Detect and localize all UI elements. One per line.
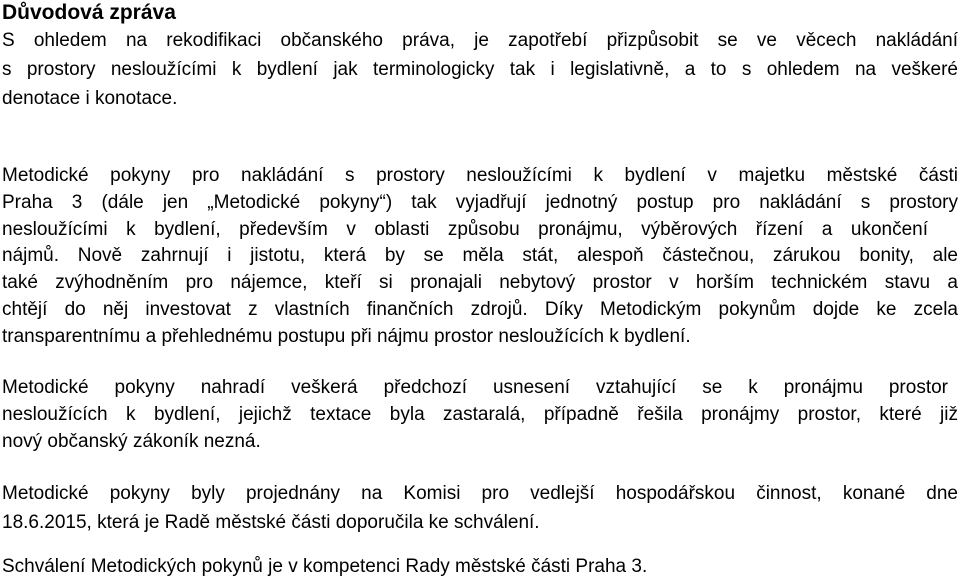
paragraph-line: Metodické pokyny byly projednány na Komisi pro vedlejší hospodářskou činnost, konané dne [2, 483, 958, 504]
paragraph-line: Schválení Metodických pokynů je v kompetenci Rady městské části Praha 3. [2, 556, 648, 577]
paragraph-line: Metodické pokyny nahradí veškerá předchozí usnesení vztahující se k pronájmu prostor [2, 377, 948, 398]
paragraph-line: 18.6.2015, která je Radě městské části doporučila ke schválení. [2, 512, 540, 533]
paragraph-line: Praha 3 (dále jen „Metodické pokyny“) tak vyjadřují jednotný postup pro nakládání s prostory [2, 192, 958, 213]
paragraph-line: transparentnímu a přehlednému postupu při nájmu prostor nesloužících k bydlení. [2, 326, 691, 347]
paragraph-line: chtějí do něj investovat z vlastních finančních zdrojů. Díky Metodickým pokynům dojde ke zcela [2, 299, 958, 320]
paragraph-line: nájmů. Nově zahrnují i jistotu, která by se měla stát, alespoň částečnou, zárukou bonity, ale [2, 245, 958, 266]
paragraph-line: s prostory nesloužícími k bydlení jak terminologicky tak i legislativně, a to s ohledem na veškeré [2, 59, 958, 80]
paragraph-line: nesloužícími k bydlení, především v oblasti způsobu pronájmu, výběrových řízení a ukončení [2, 219, 928, 240]
paragraph-line: Metodické pokyny pro nakládání s prostory nesloužícími k bydlení v majetku městské části [2, 165, 958, 186]
paragraph-line: S ohledem na rekodifikaci občanského práva, je zapotřebí přizpůsobit se ve věcech nakládání [2, 30, 958, 51]
paragraph-line: denotace i konotace. [2, 88, 178, 109]
paragraph-line: nesloužících k bydlení, jejichž textace byla zastaralá, případně řešila pronájmy prostor, které již [2, 404, 958, 425]
document-title: Důvodová zpráva [2, 1, 176, 24]
paragraph-line: nový občanský zákoník nezná. [2, 431, 261, 452]
paragraph-line: také zvýhodněním pro nájemce, kteří si pronajali nebytový prostor v horším technickém stavu a [2, 272, 958, 293]
